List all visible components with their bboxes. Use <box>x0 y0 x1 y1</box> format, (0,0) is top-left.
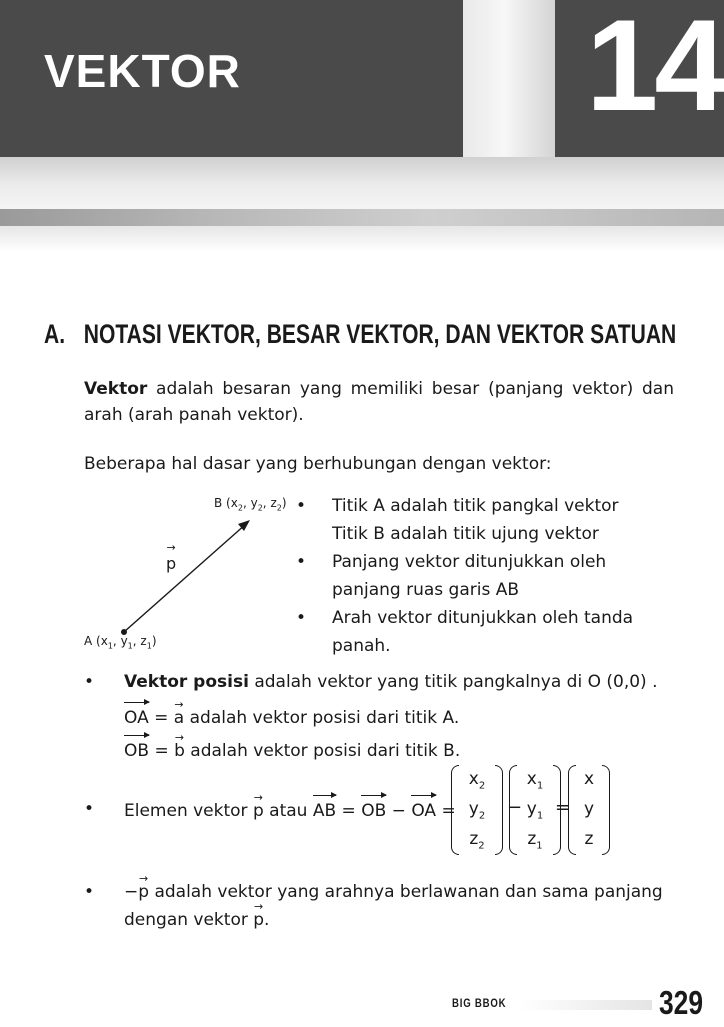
bullet-text: panjang ruas garis AB <box>332 580 520 600</box>
oa-vector: OA <box>411 795 436 825</box>
label-point-a: A ($x_1$, $y_1$, $z_1$) <box>84 634 157 651</box>
term-vektor-posisi: Vektor posisi <box>124 672 249 692</box>
chapter-title: VEKTOR <box>44 45 241 97</box>
header-fade <box>0 226 724 252</box>
bullet-text: Titik A adalah titik pangkal vektor <box>332 496 619 516</box>
chapter-number: 14 <box>586 0 723 138</box>
basics-lead: Beberapa hal dasar yang berhubungan dengan vektor: <box>84 454 552 474</box>
bullet-text: Titik B adalah titik ujung vektor <box>332 524 599 544</box>
a-vector: → a <box>174 704 184 732</box>
bullet-text: panah. <box>332 636 391 656</box>
oa-description: adalah vektor posisi dari titik A. <box>184 708 460 728</box>
b-vector: → b <box>174 737 185 765</box>
matrix-a: $x_1$ $y_1$ $z_1$ <box>509 765 561 855</box>
bullet-dot: • <box>296 552 307 572</box>
p-vector: → p <box>253 797 264 825</box>
matrix-result: x y z <box>568 765 610 855</box>
oa-line: OA = → a adalah vektor posisi dari titik A. <box>124 702 459 732</box>
bullet-dot: • <box>296 496 307 516</box>
bullet-dot: • <box>296 608 307 628</box>
header-stripe <box>0 209 724 226</box>
vektor-definition: adalah besaran yang memiliki besar (panjang vektor) dan arah (arah panah vektor). <box>84 379 674 425</box>
bullet-text: Arah vektor ditunjukkan oleh tanda <box>332 608 634 628</box>
vector-line <box>124 524 246 632</box>
bullet-dot: • <box>84 672 95 692</box>
bullet-text: Panjang vektor ditunjukkan oleh <box>332 552 607 572</box>
negative-description: adalah vektor yang arahnya berlawanan dan sama panjang <box>154 882 663 902</box>
page-number: 329 <box>659 984 704 1021</box>
ob-vector: OB <box>124 735 149 765</box>
equals-operator: = <box>555 797 571 818</box>
header-banner-column <box>463 0 555 157</box>
term-vektor: Vektor <box>84 379 148 399</box>
label-point-b: B ($x_2$, $y_2$, $z_2$) <box>214 496 287 513</box>
ob-line: OB = → b adalah vektor posisi dari titik B. <box>124 735 460 765</box>
minus-operator: − <box>507 797 523 818</box>
section-title: NOTASI VEKTOR, BESAR VEKTOR, DAN VEKTOR SATUAN <box>83 319 677 349</box>
footer-brand: BIG BBOK <box>452 996 507 1010</box>
bullet-dot: • <box>84 882 95 902</box>
bullet-dot: • <box>84 799 95 819</box>
matrix-b: $x_2$ $y_2$ $z_2$ <box>451 765 503 855</box>
vektor-posisi-definition: adalah vektor yang titik pangkalnya di O (0,0) . <box>248 672 658 692</box>
footer-bar <box>520 1000 652 1010</box>
vector-figure <box>80 490 300 660</box>
section-letter: A. <box>44 319 66 349</box>
p-vector: → p <box>253 906 264 934</box>
neg-p-vector: → p <box>138 878 149 906</box>
ab-vector: AB <box>313 795 336 825</box>
ob-vector: OB <box>361 795 386 825</box>
header-gradient <box>0 157 724 209</box>
ob-description: adalah vektor posisi dari titik B. <box>184 741 461 761</box>
oa-vector: OA <box>124 702 149 732</box>
section-heading <box>44 319 676 350</box>
intro-paragraph <box>84 376 674 428</box>
label-vector-p: → p <box>166 554 176 573</box>
